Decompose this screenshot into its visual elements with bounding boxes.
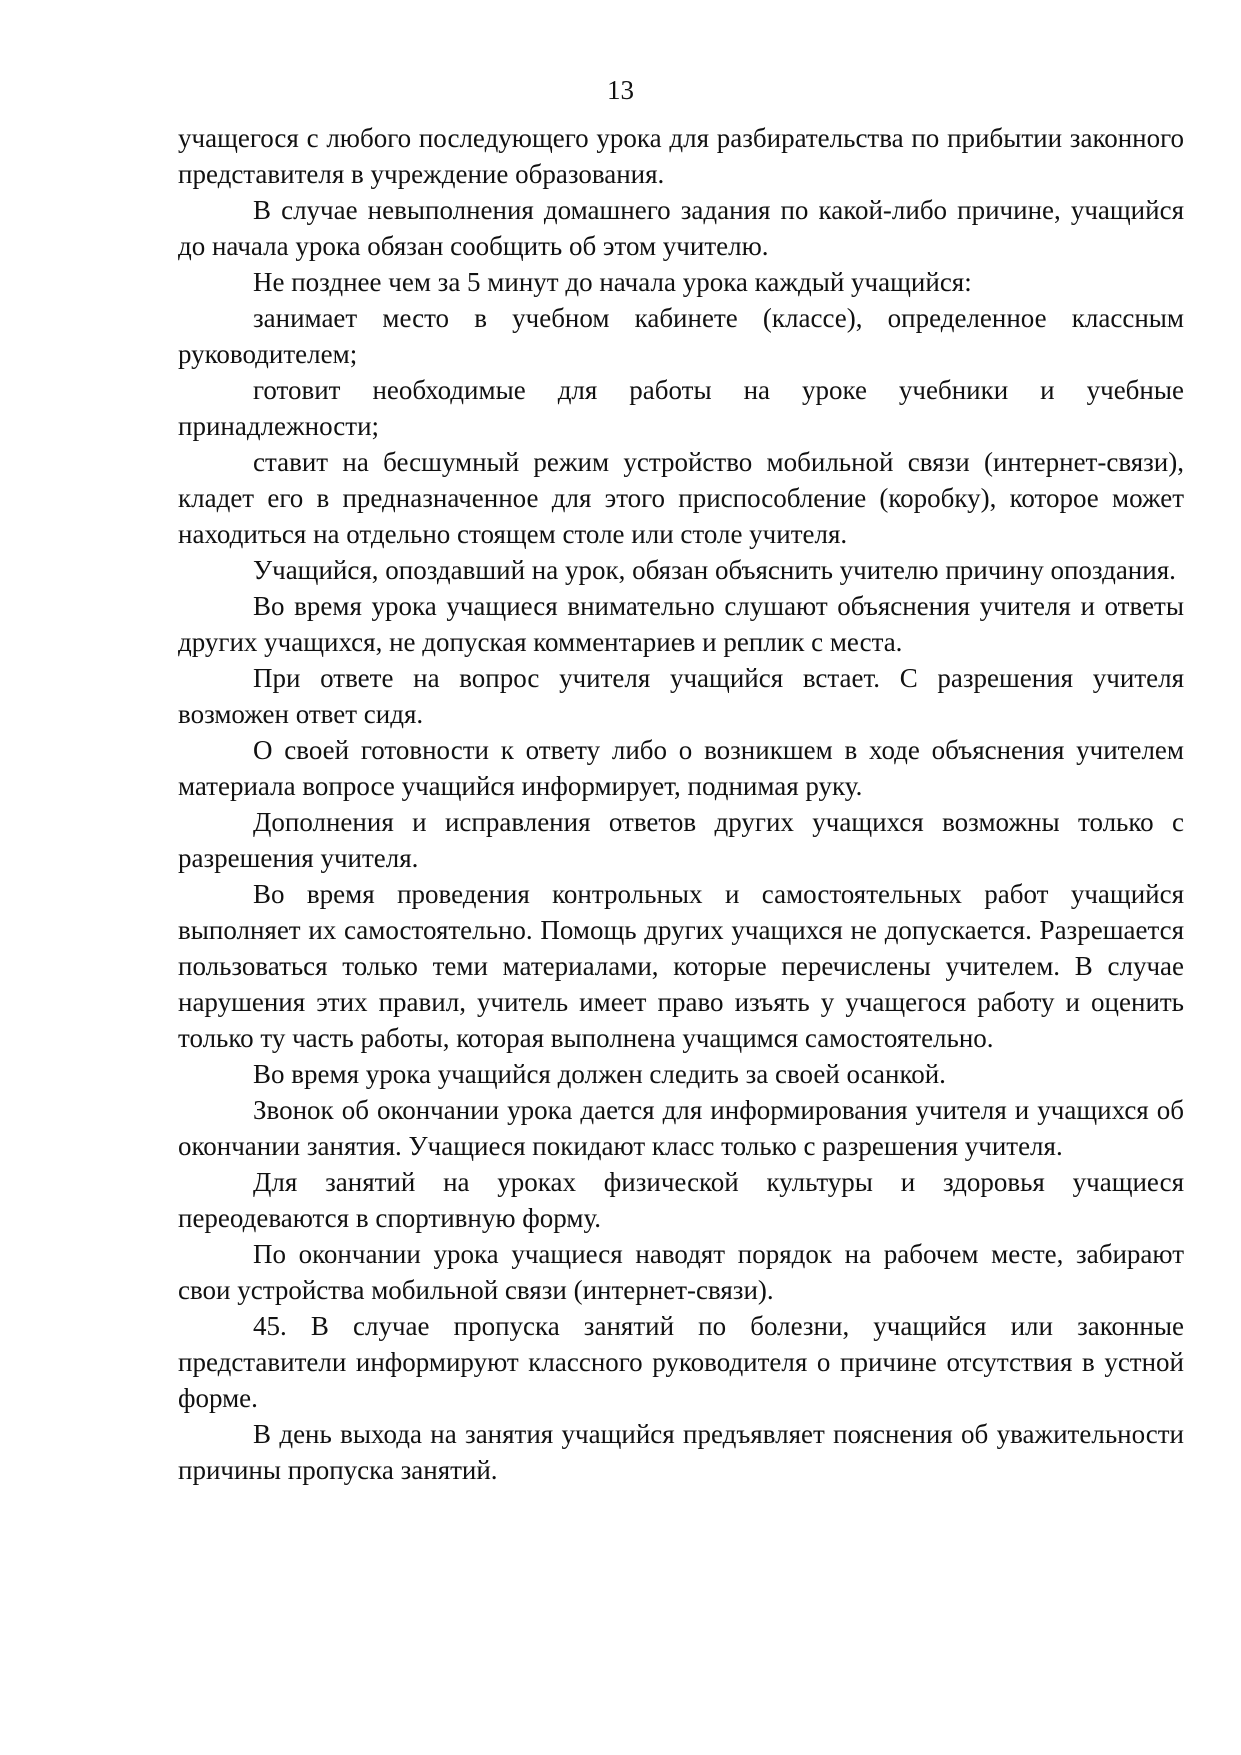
- paragraph-11: Дополнения и исправления ответов других учащихся возможны только с разрешения учителя.: [178, 807, 1184, 873]
- paragraph-7: Учащийся, опоздавший на урок, обязан объяснить учителю причину опоздания.: [253, 555, 1176, 585]
- paragraph-18: В день выхода на занятия учащийся предъявляет пояснения об уважительности причины пропуска занятий.: [178, 1419, 1184, 1485]
- paragraph-8: Во время урока учащиеся внимательно слушают объяснения учителя и ответы других учащихся, не допуская комментариев и реплик с места.: [178, 591, 1184, 657]
- page-number: 13: [607, 75, 634, 105]
- paragraph-4: занимает место в учебном кабинете (классе), определенное классным руководителем;: [178, 303, 1184, 369]
- paragraph-10: О своей готовности к ответу либо о возникшем в ходе объяснения учителем материала вопросе учащийся информирует, поднимая руку.: [178, 735, 1184, 801]
- paragraph-16: По окончании урока учащиеся наводят порядок на рабочем месте, забирают свои устройства мобильной связи (интернет-связи).: [178, 1239, 1184, 1305]
- paragraph-2: В случае невыполнения домашнего задания по какой-либо причине, учащийся до начала урока обязан сообщить об этом учителю.: [178, 195, 1184, 261]
- paragraph-1: учащегося с любого последующего урока для разбирательства по прибытии законного представителя в учреждение образования.: [178, 123, 1184, 189]
- paragraph-14: Звонок об окончании урока дается для информирования учителя и учащихся об окончании занятия. Учащиеся покидают класс только с разрешения учителя.: [178, 1095, 1184, 1161]
- paragraph-9: При ответе на вопрос учителя учащийся встает. С разрешения учителя возможен ответ сидя.: [178, 663, 1184, 729]
- document-body: [178, 120, 1184, 1488]
- paragraph-17: 45. В случае пропуска занятий по болезни, учащийся или законные представители информируют классного руководителя о причине отсутствия в устной форме.: [178, 1311, 1184, 1413]
- paragraph-12: Во время проведения контрольных и самостоятельных работ учащийся выполняет их самостоятельно. Помощь других учащихся не допускается. Разрешается пользоваться только теми материалами, которые перечислены учителем. В случае нарушения этих правил, учитель имеет право изъять у учащегося работу и оценить только ту часть работы, которая выполнена учащимся самостоятельно.: [178, 879, 1184, 1053]
- paragraph-5: готовит необходимые для работы на уроке учебники и учебные принадлежности;: [178, 375, 1184, 441]
- paragraph-15: Для занятий на уроках физической культуры и здоровья учащиеся переодеваются в спортивную форму.: [178, 1167, 1184, 1233]
- paragraph-6: ставит на бесшумный режим устройство мобильной связи (интернет-связи), кладет его в предназначенное для этого приспособление (коробку), которое может находиться на отдельно стоящем столе или столе учителя.: [178, 447, 1184, 549]
- paragraph-3: Не позднее чем за 5 минут до начала урока каждый учащийся:: [253, 267, 972, 297]
- paragraph-13: Во время урока учащийся должен следить за своей осанкой.: [253, 1059, 946, 1089]
